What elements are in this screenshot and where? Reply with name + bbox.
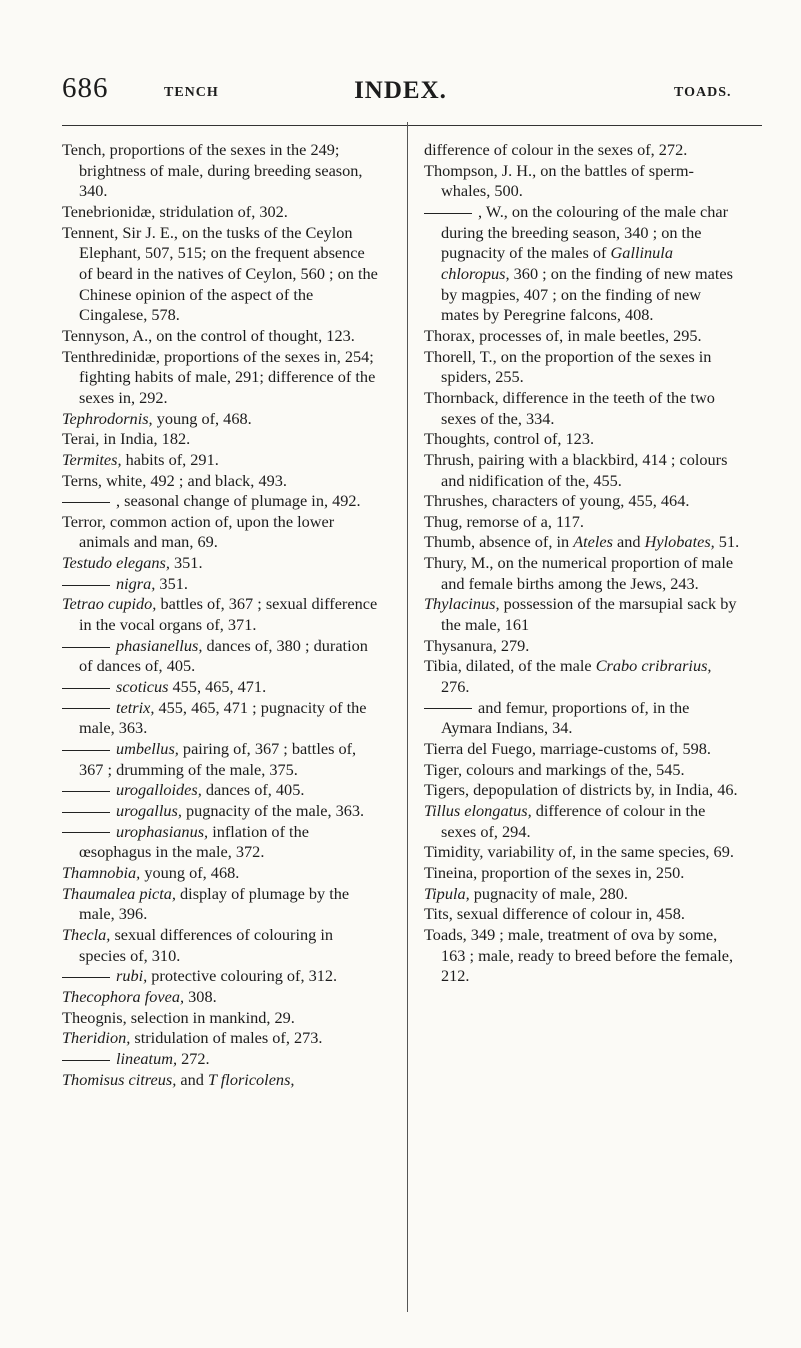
entry-text: protective colouring of, 312. — [147, 966, 338, 986]
index-entry — [424, 450, 742, 491]
entry-italic-term: rubi, — [116, 966, 148, 986]
running-header — [0, 72, 801, 112]
entry-italic-term: Thecophora fovea, — [62, 986, 185, 1006]
index-entry — [62, 471, 380, 492]
index-entry — [62, 409, 380, 430]
entry-text: Thorax, processes of, in male beetles, 295. — [424, 325, 702, 345]
index-entry — [424, 491, 742, 512]
index-entry — [62, 698, 380, 739]
header-right-word: TOADS. — [674, 85, 732, 100]
index-entry — [62, 1070, 380, 1091]
entry-italic-term: nigra, — [116, 573, 156, 593]
entry-italic-term: Tipula, — [424, 883, 470, 903]
index-entry — [424, 698, 742, 739]
entry-text: Timidity, variability of, in the same species, 69. — [424, 842, 734, 862]
entry-text: and femur, proportions of, in the Aymara Indians, 34. — [441, 697, 690, 738]
entry-text: dances of, 380 ; duration of dances of, 405. — [79, 635, 368, 676]
entry-text: Tenebrionidæ, stridulation of, 302. — [62, 201, 288, 221]
entry-text: 455, 465, 471. — [168, 677, 267, 697]
entry-italic-term: urogalloides, — [116, 780, 202, 800]
index-entry — [62, 863, 380, 884]
index-entry — [424, 904, 742, 925]
index-entry — [424, 202, 742, 326]
entry-italic-term: Hylobates, — [644, 532, 715, 552]
index-entry — [62, 1008, 380, 1029]
entry-text: , seasonal change of plumage in, 492. — [116, 491, 361, 511]
index-entry — [62, 594, 380, 635]
entry-italic-term: phasianellus, — [116, 635, 203, 655]
entry-text: Tierra del Fuego, marriage-customs of, 598. — [424, 739, 711, 759]
entry-italic-term: umbellus, — [116, 739, 179, 759]
entry-text: pugnacity of male, 280. — [469, 883, 628, 903]
entry-text: battles of, 367 ; sexual difference in the vocal organs of, 371. — [79, 594, 378, 635]
ditto-dash — [62, 812, 110, 813]
index-entry — [62, 822, 380, 863]
entry-text: 51. — [714, 532, 740, 552]
index-entry — [424, 347, 742, 388]
entry-text: possession of the marsupial sack by the male, 161 — [441, 594, 737, 635]
ditto-dash — [62, 832, 110, 833]
entry-italic-term: Thamnobia, — [62, 862, 141, 882]
entry-text: Tigers, depopulation of districts by, in India, 46. — [424, 780, 738, 800]
entry-italic-term: T floricolens, — [207, 1069, 295, 1089]
entry-text: and — [612, 532, 645, 552]
index-entry — [424, 553, 742, 594]
entry-text: pugnacity of the male, 363. — [181, 801, 365, 820]
ditto-dash — [62, 791, 110, 792]
entry-italic-term: Tephrodornis, — [62, 408, 153, 428]
entry-italic-term: Termites, — [62, 449, 122, 469]
index-entry — [424, 161, 742, 202]
index-entry — [424, 326, 742, 347]
index-entry — [424, 780, 742, 801]
column-divider — [407, 122, 408, 1312]
ditto-dash — [424, 213, 472, 214]
index-entry — [62, 512, 380, 553]
ditto-dash — [62, 502, 110, 503]
index-entry — [62, 925, 380, 966]
index-entry — [62, 636, 380, 677]
entry-text: 351. — [155, 573, 188, 593]
entry-text: Terai, in India, 182. — [62, 429, 191, 449]
index-entry — [62, 202, 380, 223]
entry-text: Thompson, J. H., on the battles of sperm-whales, 500. — [424, 160, 694, 201]
index-entry — [424, 925, 742, 987]
entry-italic-term: scoticus — [116, 677, 169, 697]
entry-text: Toads, 349 ; male, treatment of ova by some, 163 ; male, ready to breed before the female, 212. — [424, 924, 734, 986]
entry-text: Thumb, absence of, in — [424, 532, 574, 552]
index-entry — [62, 140, 380, 202]
entry-text: Thrushes, characters of young, 455, 464. — [424, 491, 690, 511]
index-entry — [424, 429, 742, 450]
index-entry — [62, 491, 380, 512]
index-entry — [62, 987, 380, 1008]
ditto-dash — [62, 585, 110, 586]
entry-text: Thury, M., on the numerical proportion of male and female births among the Jews, 243. — [424, 553, 734, 593]
index-entry — [62, 347, 380, 409]
entry-text: Tennyson, A., on the control of thought, 123. — [62, 325, 355, 345]
entry-text: habits of, 291. — [121, 449, 219, 469]
entry-text: inflation of the œsophagus in the male, 372. — [79, 821, 309, 862]
entry-text: 276. — [441, 677, 470, 697]
entry-text: Tenthredinidæ, proportions of the sexes in, 254; fighting habits of male, 291; difference of the sexes in, 292. — [62, 346, 376, 407]
index-entry — [62, 553, 380, 574]
header-title: INDEX. — [354, 77, 447, 104]
entry-italic-term: Tetrao cupido, — [62, 594, 157, 614]
ditto-dash — [424, 708, 472, 709]
index-entry — [62, 1028, 380, 1049]
entry-text: 272. — [177, 1048, 210, 1068]
index-entry — [62, 884, 380, 925]
entry-italic-term: Crabo cribrarius, — [595, 656, 712, 676]
index-entry — [424, 388, 742, 429]
ditto-dash — [62, 647, 110, 648]
index-entry — [424, 739, 742, 760]
entry-italic-term: Theridion, — [62, 1028, 131, 1048]
index-entry — [62, 429, 380, 450]
entry-text: Tits, sexual difference of colour in, 458. — [424, 904, 685, 924]
index-entry — [424, 760, 742, 781]
ditto-dash — [62, 977, 110, 978]
entry-text: Thug, remorse of a, 117. — [424, 511, 584, 531]
index-entry — [424, 532, 742, 553]
index-entry — [62, 1049, 380, 1070]
header-left-word: TENCH — [164, 85, 219, 100]
entry-text: difference of colour in the sexes of, 272. — [424, 140, 688, 159]
index-entry — [424, 863, 742, 884]
entry-italic-term: tetrix, — [116, 697, 155, 717]
entry-text: Thorell, T., on the proportion of the sexes in spiders, 255. — [424, 346, 712, 387]
entry-italic-term: Gallinula chloropus, — [441, 243, 673, 283]
entry-text: and — [176, 1069, 208, 1089]
index-entry — [62, 677, 380, 698]
entry-text: 308. — [184, 986, 217, 1006]
entry-italic-term: Thomisus citreus, — [62, 1069, 177, 1089]
entry-text: Thrush, pairing with a blackbird, 414 ; colours and nidification of the, 455. — [424, 449, 728, 490]
ditto-dash — [62, 688, 110, 689]
entry-text: stridulation of males of, 273. — [130, 1028, 323, 1048]
index-entry — [424, 801, 742, 842]
index-entry — [424, 842, 742, 863]
right-column — [424, 140, 742, 987]
entry-italic-term: Thylacinus, — [424, 594, 500, 614]
entry-text: Tench, proportions of the sexes in the 249; brightness of male, during breeding season, 340. — [62, 140, 363, 201]
entry-italic-term: Ateles — [573, 532, 613, 552]
index-entry — [424, 140, 742, 161]
entry-italic-term: lineatum, — [116, 1048, 178, 1068]
entry-italic-term: urophasianus, — [116, 821, 209, 841]
index-entry — [424, 512, 742, 533]
index-entry — [62, 739, 380, 780]
entry-text: Tennent, Sir J. E., on the tusks of the Ceylon Elephant, 507, 515; on the frequent absence of beard in the natives of Ceylon, 560 ; on the Chinese opinion of the aspect of the Cingalese, 578. — [62, 222, 378, 325]
entry-text: Tibia, dilated, of the male — [424, 656, 596, 676]
entry-text: sexual differences of colouring in species of, 310. — [79, 924, 333, 965]
entry-text: dances of, 405. — [201, 780, 305, 800]
page-number: 686 — [62, 72, 109, 104]
entry-text: Thornback, difference in the teeth of the two sexes of the, 334. — [424, 387, 715, 428]
entry-text: Theognis, selection in mankind, 29. — [62, 1007, 295, 1027]
entry-text: Thoughts, control of, 123. — [424, 429, 595, 449]
entry-text: young of, 468. — [140, 862, 240, 882]
entry-text: pairing of, 367 ; battles of, 367 ; drumming of the male, 375. — [79, 739, 357, 779]
left-column — [62, 140, 380, 1090]
entry-text: Tiger, colours and markings of the, 545. — [424, 759, 685, 779]
header-rule — [62, 125, 762, 126]
entry-italic-term: urogallus, — [116, 801, 182, 820]
entry-text: Tineina, proportion of the sexes in, 250. — [424, 862, 685, 882]
entry-text: Terror, common action of, upon the lower animals and man, 69. — [62, 511, 335, 552]
entry-text: display of plumage by the male, 396. — [79, 883, 350, 924]
entry-text: young of, 468. — [152, 408, 252, 428]
entry-text: 360 ; on the finding of new mates by magpies, 407 ; on the finding of new mates by Peregrine falcons, 408. — [441, 263, 733, 325]
entry-italic-term: Testudo elegans, — [62, 553, 170, 573]
entry-italic-term: Thecla, — [62, 924, 111, 944]
ditto-dash — [62, 708, 110, 709]
index-entry — [424, 594, 742, 635]
entry-text: 455, 465, 471 ; pugnacity of the male, 363. — [79, 697, 367, 738]
index-entry — [424, 636, 742, 657]
ditto-dash — [62, 750, 110, 751]
ditto-dash — [62, 1060, 110, 1061]
index-entry — [62, 326, 380, 347]
entry-italic-term: Thaumalea picta, — [62, 883, 176, 903]
index-entry — [62, 223, 380, 326]
entry-text: Thysanura, 279. — [424, 635, 530, 655]
entry-text: difference of colour in the sexes of, 294. — [441, 801, 706, 841]
index-entry — [62, 966, 380, 987]
index-entry — [62, 574, 380, 595]
index-entry — [424, 656, 742, 697]
index-entry — [62, 801, 380, 822]
entry-text: 351. — [169, 553, 203, 573]
entry-text: Terns, white, 492 ; and black, 493. — [62, 470, 287, 490]
entry-text: , W., on the colouring of the male char during the breeding season, 340 ; on the pugnacity of the males of — [441, 201, 729, 263]
entry-italic-term: Tillus elongatus, — [424, 801, 532, 820]
index-entry — [62, 450, 380, 471]
index-entry — [62, 780, 380, 801]
index-entry — [424, 884, 742, 905]
